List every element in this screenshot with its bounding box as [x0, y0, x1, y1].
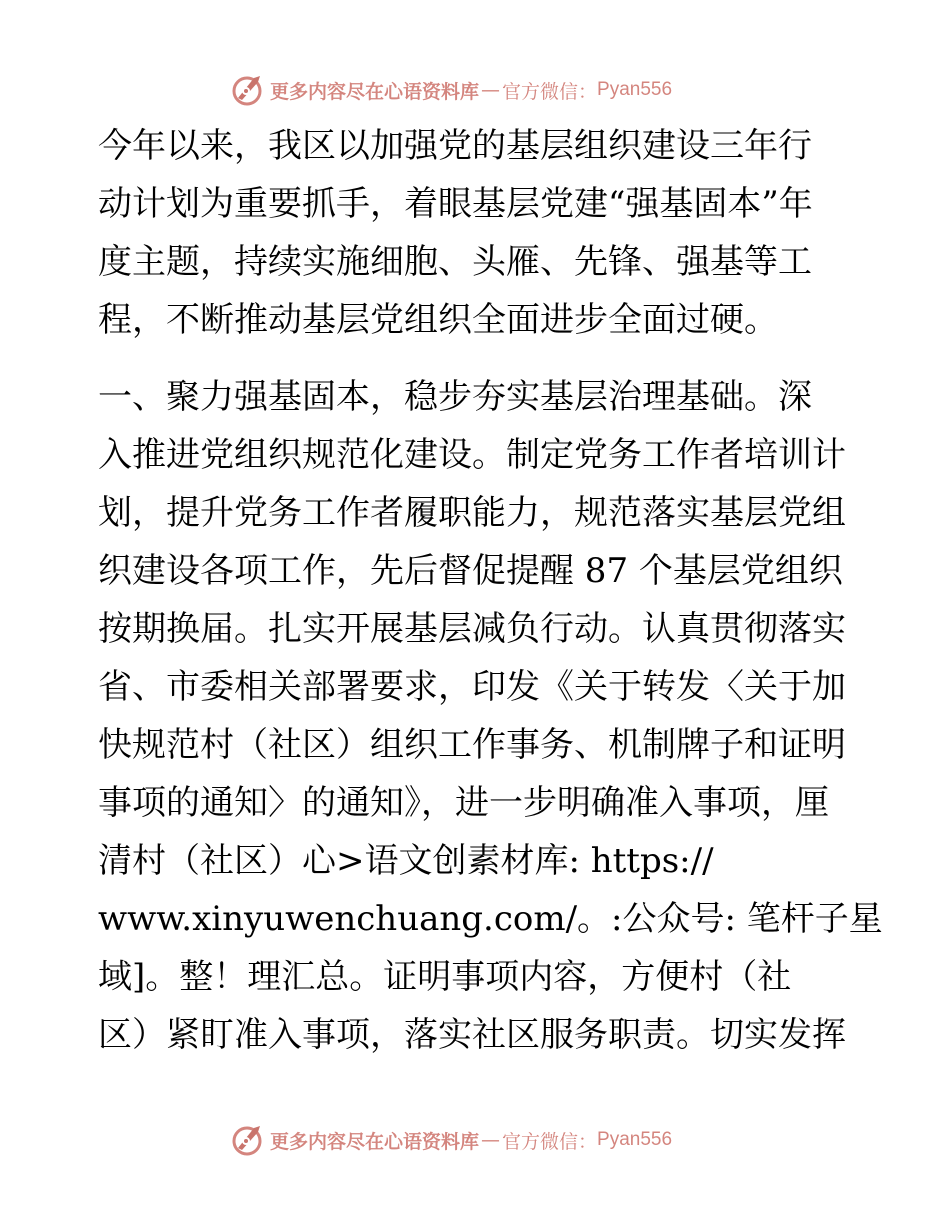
- quill-circle-logo-icon: [230, 72, 266, 108]
- paragraph-line: 入推进党组织规范化建设。制定党务工作者培训计: [98, 435, 846, 475]
- paragraph-line: 划，提升党务工作者履职能力，规范落实基层党组: [98, 493, 846, 533]
- footer-site-text: 更多内容尽在心语资料库: [270, 1130, 480, 1153]
- paragraph-line: 动计划为重要抓手，着眼基层党建“强基固本”年: [98, 184, 813, 224]
- footer-wechat-label: 官方微信：: [502, 1130, 598, 1153]
- paragraph-line: 度主题，持续实施细胞、头雁、先锋、强基等工: [98, 242, 812, 282]
- header-wechat-id: Pyan556: [597, 79, 673, 100]
- paragraph-line: 今年以来，我区以加强党的基层组织建设三年行: [98, 126, 812, 166]
- quill-circle-logo-icon: [230, 1122, 266, 1158]
- paragraph-line: 省、市委相关部署要求，印发《关于转发〈关于加: [98, 667, 846, 707]
- paragraph-line: 按期换届。扎实开展基层减负行动。认真贯彻落实: [98, 609, 846, 649]
- paragraph-line: 快规范村（社区）组织工作事务、机制牌子和证明: [98, 725, 846, 765]
- paragraph-line: 区）紧盯准入事项，落实社区服务职责。切实发挥: [98, 1015, 846, 1055]
- paragraph-line: www.xinyuwenchuang.com/。:公众号: 笔杆子星: [98, 899, 883, 939]
- header-banner: [230, 70, 672, 110]
- footer-dash: —: [481, 1129, 501, 1151]
- paragraph-line: 一、聚力强基固本，稳步夯实基层治理基础。深: [98, 377, 812, 417]
- footer-wechat-id: Pyan556: [597, 1129, 673, 1150]
- paragraph-line: 织建设各项工作，先后督促提醒 87 个基层党组织: [98, 551, 843, 591]
- paragraph-line: 清村（社区）心>语文创素材库: https://: [98, 841, 714, 881]
- paragraph-line: 程，不断推动基层党组织全面进步全面过硬。: [98, 300, 778, 340]
- paragraph-line: 事项的通知〉的通知》，进一步明确准入事项，厘: [98, 783, 829, 823]
- paragraph-2: [98, 368, 883, 1064]
- paragraph-line: 域]。整！理汇总。证明事项内容，方便村（社: [98, 957, 792, 997]
- header-dash: —: [481, 79, 501, 101]
- footer-banner: [230, 1120, 672, 1160]
- header-wechat-label: 官方微信：: [502, 80, 598, 103]
- paragraph-1: [98, 117, 858, 349]
- header-site-text: 更多内容尽在心语资料库: [270, 80, 480, 103]
